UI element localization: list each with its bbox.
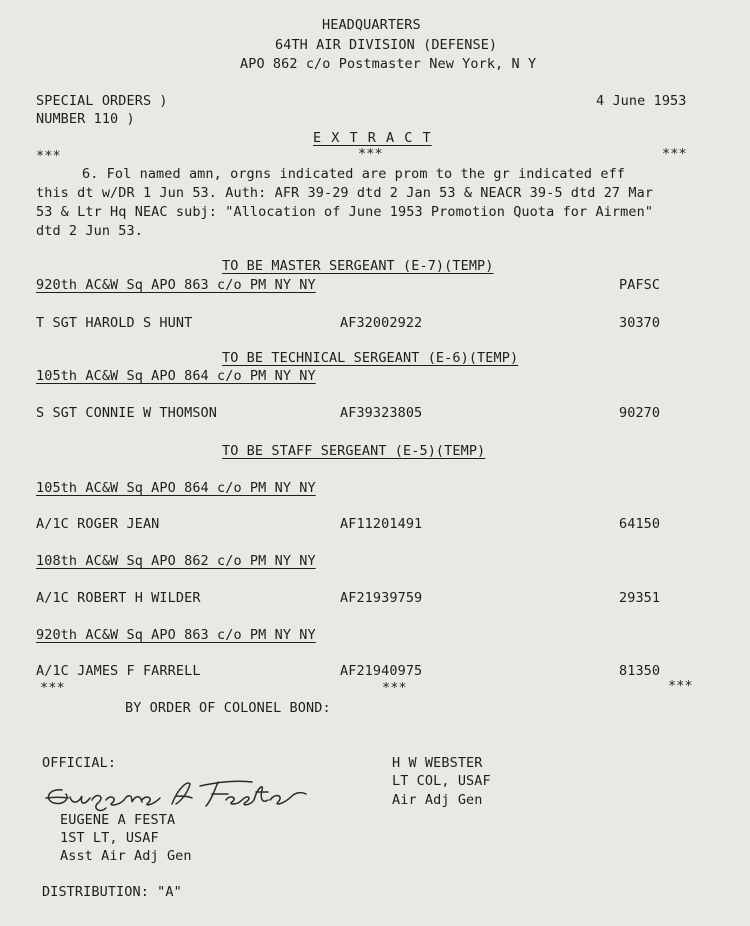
unit-line: 108th AC&W Sq APO 862 c/o PM NY NY — [36, 553, 316, 569]
by-order-line: BY ORDER OF COLONEL BOND: — [125, 700, 331, 716]
order-date: 4 June 1953 — [596, 93, 687, 109]
airman-serial: AF21939759 — [340, 590, 423, 606]
paragraph-line-1: 6. Fol named amn, orgns indicated are prom to the gr indicated eff — [82, 166, 626, 182]
signer-left-rank: 1ST LT, USAF — [60, 830, 159, 846]
airman-serial: AF21940975 — [340, 663, 423, 679]
signer-right-rank: LT COL, USAF — [392, 773, 491, 789]
unit-line: 105th AC&W Sq APO 864 c/o PM NY NY — [36, 368, 316, 384]
pafsc-header: PAFSC — [619, 277, 661, 293]
header-line-1: HEADQUARTERS — [322, 17, 421, 33]
asterisks-left: *** — [36, 148, 61, 164]
header-line-2: 64TH AIR DIVISION (DEFENSE) — [275, 37, 498, 53]
distribution-line: DISTRIBUTION: "A" — [42, 884, 182, 900]
section-heading-staff-sergeant: TO BE STAFF SERGEANT (E-5)(TEMP) — [222, 443, 486, 459]
extract-title: E X T R A C T — [313, 130, 432, 146]
paragraph-line-4: dtd 2 Jun 53. — [36, 223, 143, 239]
paragraph-line-2: this dt w/DR 1 Jun 53. Auth: AFR 39-29 dtd 2 Jan 53 & NEACR 39-5 dtd 27 Mar — [36, 185, 654, 201]
unit-line: 920th AC&W Sq APO 863 c/o PM NY NY — [36, 277, 316, 293]
airman-pafsc: 90270 — [619, 405, 661, 421]
special-orders-label: SPECIAL ORDERS ) — [36, 93, 168, 109]
airman-pafsc: 29351 — [619, 590, 661, 606]
asterisks-right: *** — [662, 146, 687, 162]
signer-right-name: H W WEBSTER — [392, 755, 483, 771]
signer-left-name: EUGENE A FESTA — [60, 812, 176, 828]
unit-line: 920th AC&W Sq APO 863 c/o PM NY NY — [36, 627, 316, 643]
airman-name: A/1C JAMES F FARRELL — [36, 663, 201, 679]
airman-name: A/1C ROGER JEAN — [36, 516, 160, 532]
airman-serial: AF11201491 — [340, 516, 423, 532]
asterisks-left: *** — [40, 680, 65, 696]
airman-serial: AF39323805 — [340, 405, 423, 421]
airman-serial: AF32002922 — [340, 315, 423, 331]
header-line-3: APO 862 c/o Postmaster New York, N Y — [240, 56, 537, 72]
signer-right-title: Air Adj Gen — [392, 792, 483, 808]
airman-name: T SGT HAROLD S HUNT — [36, 315, 193, 331]
airman-name: A/1C ROBERT H WILDER — [36, 590, 201, 606]
asterisks-center: *** — [358, 146, 383, 162]
unit-line: 105th AC&W Sq APO 864 c/o PM NY NY — [36, 480, 316, 496]
asterisks-right: *** — [668, 678, 693, 694]
airman-pafsc: 64150 — [619, 516, 661, 532]
airman-name: S SGT CONNIE W THOMSON — [36, 405, 218, 421]
signer-left-title: Asst Air Adj Gen — [60, 848, 192, 864]
asterisks-center: *** — [382, 680, 407, 696]
paragraph-line-3: 53 & Ltr Hq NEAC subj: "Allocation of June 1953 Promotion Quota for Airmen" — [36, 204, 654, 220]
official-label: OFFICIAL: — [42, 755, 117, 771]
section-heading-technical-sergeant: TO BE TECHNICAL SERGEANT (E-6)(TEMP) — [222, 350, 519, 366]
section-heading-master-sergeant: TO BE MASTER SERGEANT (E-7)(TEMP) — [222, 258, 494, 274]
orders-number-label: NUMBER 110 ) — [36, 111, 135, 127]
airman-pafsc: 81350 — [619, 663, 661, 679]
airman-pafsc: 30370 — [619, 315, 661, 331]
